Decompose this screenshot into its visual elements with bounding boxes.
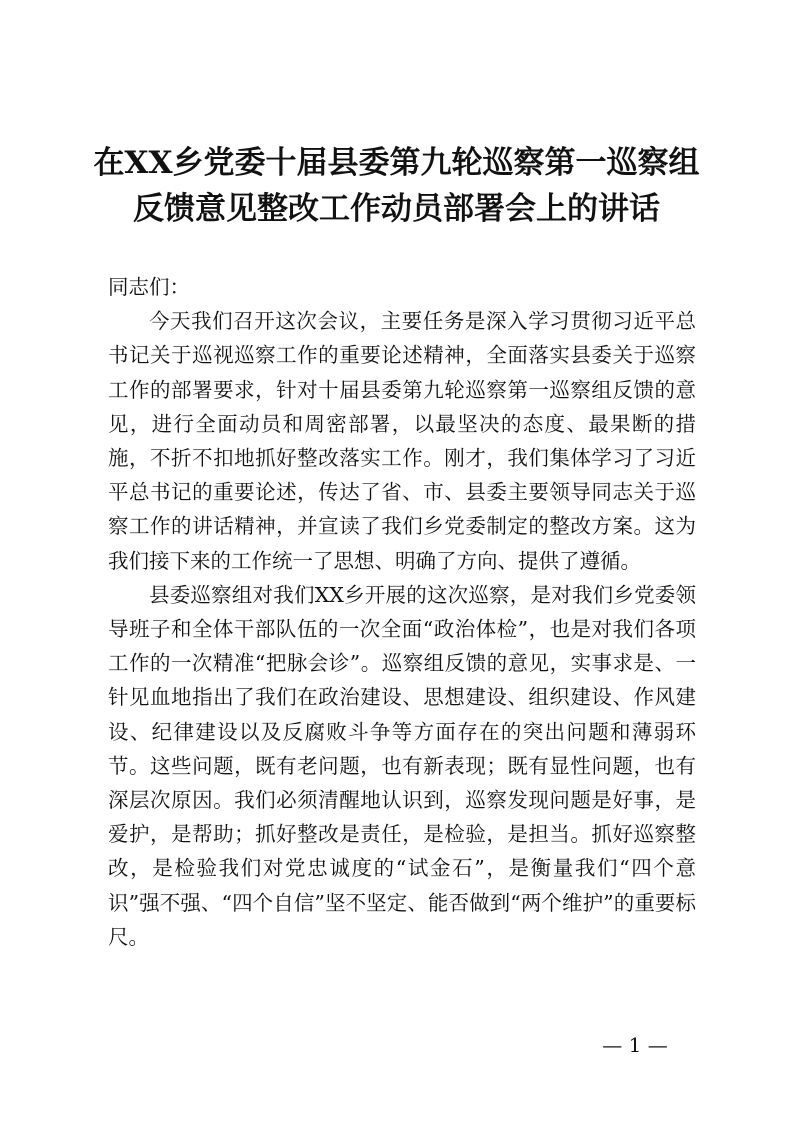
salutation: 同志们： <box>108 275 190 299</box>
title-line-1: 在XX乡党委十届县委第九轮巡察第一巡察组 <box>93 145 700 181</box>
title-line-2: 反馈意见整改工作动员部署会上的讲话 <box>133 191 660 227</box>
page-number: — 1 — <box>602 1033 668 1057</box>
paragraph-2: 县委巡察组对我们XX乡开展的这次巡察，是对我们乡党委领导班子和全体干部队伍的一次全面“政治体检”，也是对我们各项工作的一次精准“把脉会诊”。巡察组反馈的意见，实事求是、一针见血地指出了我们在政治建设、思想建设、组织建设、作风建设、纪律建设以及反腐败斗争等方面存在的突出问题和薄弱环节。这些问题，既有老问题，也有新表现；既有显性问题，也有深层次原因。我们必须清醒地认识到，巡察发现问题是好事，是爱护，是帮助；抓好整改是责任，是检验，是担当。抓好巡察整改，是检验我们对党忠诚度的“试金石”，是衡量我们“四个意识”强不强、“四个自信”坚不坚定、能否做到“两个维护”的重要标尺。 <box>108 582 696 949</box>
document-body <box>108 270 696 954</box>
document-title <box>60 140 733 232</box>
paragraph-1: 今天我们召开这次会议，主要任务是深入学习贯彻习近平总书记关于巡视巡察工作的重要论述精神，全面落实县委关于巡察工作的部署要求，针对十届县委第九轮巡察第一巡察组反馈的意见，进行全面动员和周密部署，以最坚决的态度、最果断的措施，不折不扣地抓好整改落实工作。刚才，我们集体学习了习近平总书记的重要论述，传达了省、市、县委主要领导同志关于巡察工作的讲话精神，并宣读了我们乡党委制定的整改方案。这为我们接下来的工作统一了思想、明确了方向、提供了遵循。 <box>108 309 696 573</box>
